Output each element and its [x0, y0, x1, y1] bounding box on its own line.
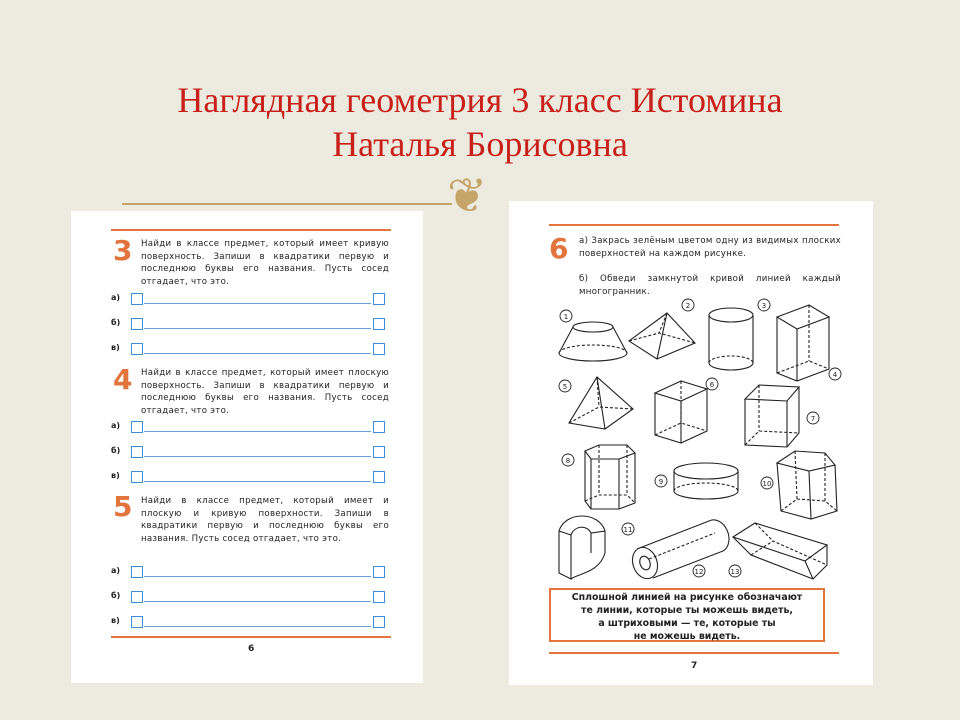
answer-first-letter-box[interactable] [131, 421, 143, 433]
answer-row [111, 591, 391, 605]
page-number: 7 [691, 661, 698, 671]
task-5-text: Найди в классе предмет, который имеет и плоскую и кривую поверхности. Запиши в квадратики первую и последнюю буквы его названия. Пусть сосед отгадает, что это. [141, 496, 389, 544]
task-6b-text: б) Обведи замкнутой кривой линией каждый многогранник. [579, 274, 841, 297]
shape-label: 9 [658, 478, 664, 486]
answer-label: а) [111, 293, 121, 302]
answer-last-letter-box[interactable] [373, 446, 385, 458]
answer-line [144, 456, 371, 457]
shape-label: 13 [730, 568, 740, 576]
shape-cube [655, 381, 707, 443]
page-number: 6 [248, 644, 255, 654]
workbook-page-right [509, 201, 873, 685]
workbook-page-left [71, 211, 423, 683]
answer-last-letter-box[interactable] [373, 591, 385, 603]
shape-tall-prism [777, 305, 829, 381]
shape-label: 10 [762, 480, 772, 488]
task-number-3: 3 [113, 234, 133, 267]
shape-square-pyramid [569, 377, 633, 429]
answer-label: а) [111, 566, 121, 575]
shape-label: 7 [810, 415, 816, 423]
shape-label: 1 [563, 313, 569, 321]
answer-first-letter-box[interactable] [131, 343, 143, 355]
shape-pentagonal-prism [777, 451, 837, 519]
shape-half-cylinder [559, 516, 605, 579]
answer-first-letter-box[interactable] [131, 446, 143, 458]
note-line: Сплошной линией на рисунке обозначают [571, 592, 803, 603]
slide-title-line-2: Наталья Борисовна [332, 124, 628, 164]
shape-label: 6 [709, 381, 715, 389]
answer-last-letter-box[interactable] [373, 471, 385, 483]
shape-label: 5 [562, 383, 568, 391]
answer-first-letter-box[interactable] [131, 591, 143, 603]
task-number-4: 4 [113, 363, 133, 396]
shape-tube [628, 520, 729, 582]
shape-short-cylinder [674, 463, 738, 499]
shape-lying-prism [730, 523, 827, 579]
answer-label: а) [111, 421, 121, 430]
shape-label: 4 [832, 371, 838, 379]
decorative-rule [122, 203, 452, 205]
answer-label: в) [111, 343, 120, 352]
answer-label: б) [111, 591, 121, 600]
answer-last-letter-box[interactable] [373, 616, 385, 628]
slide-title [60, 78, 900, 166]
note-line: не можешь видеть. [633, 631, 741, 642]
note-box [549, 588, 825, 642]
answer-row [111, 566, 391, 580]
answer-line [144, 431, 371, 432]
answer-label: в) [111, 471, 120, 480]
answer-line [144, 328, 371, 329]
slide-title-line-1: Наглядная геометрия 3 класс Истомина [177, 80, 783, 120]
page-bottom-rule [549, 652, 839, 654]
answer-label: б) [111, 446, 121, 455]
answer-first-letter-box[interactable] [131, 471, 143, 483]
task-number-6: 6 [549, 232, 569, 265]
shape-label: 8 [565, 457, 571, 465]
shape-label: 11 [623, 526, 633, 534]
shape-label: 12 [694, 568, 704, 576]
shape-hexagonal-prism [585, 445, 635, 509]
shape-label: 2 [685, 302, 691, 310]
answer-row [111, 343, 391, 357]
answer-line [144, 601, 371, 602]
shape-cylinder [709, 308, 753, 370]
answer-last-letter-box[interactable] [373, 293, 385, 305]
shape-pyramid [629, 313, 695, 359]
answer-row [111, 293, 391, 307]
page-top-rule [111, 229, 391, 231]
answer-last-letter-box[interactable] [373, 343, 385, 355]
answer-row [111, 471, 391, 485]
task-6a-text: а) Закрась зелёным цветом одну из видимых плоских поверхностей на каждом рисунке. [579, 236, 841, 259]
answer-line [144, 481, 371, 482]
answer-label: б) [111, 318, 121, 327]
answer-label: в) [111, 616, 120, 625]
answer-line [144, 303, 371, 304]
shape-label: 3 [761, 302, 767, 310]
answer-first-letter-box[interactable] [131, 293, 143, 305]
answer-last-letter-box[interactable] [373, 421, 385, 433]
answer-last-letter-box[interactable] [373, 566, 385, 578]
answer-row [111, 446, 391, 460]
answer-row [111, 616, 391, 630]
answer-line [144, 626, 371, 627]
page-bottom-rule [111, 636, 391, 638]
shape-truncated-cone [559, 322, 627, 361]
answer-first-letter-box[interactable] [131, 616, 143, 628]
answer-row [111, 318, 391, 332]
task-number-5: 5 [113, 490, 133, 523]
answer-row [111, 421, 391, 435]
task-4-text: Найди в классе предмет, который имеет плоскую поверхность. Запиши в квадратики первую и последнюю буквы его названия. Пусть сосед отгадает, что это. [141, 368, 389, 416]
answer-line [144, 353, 371, 354]
answer-first-letter-box[interactable] [131, 566, 143, 578]
note-line: а штриховыми — те, которые ты [598, 618, 776, 629]
note-line: те линии, которые ты можешь видеть, [581, 605, 793, 616]
task-3-text: Найди в классе предмет, который имеет кривую поверхность. Запиши в квадратики первую и последнюю буквы его названия. Пусть сосед отгадает, что это. [141, 239, 389, 287]
answer-last-letter-box[interactable] [373, 318, 385, 330]
ornament-icon: ❦ [447, 168, 488, 224]
answer-first-letter-box[interactable] [131, 318, 143, 330]
answer-line [144, 576, 371, 577]
shape-prism [745, 385, 799, 447]
